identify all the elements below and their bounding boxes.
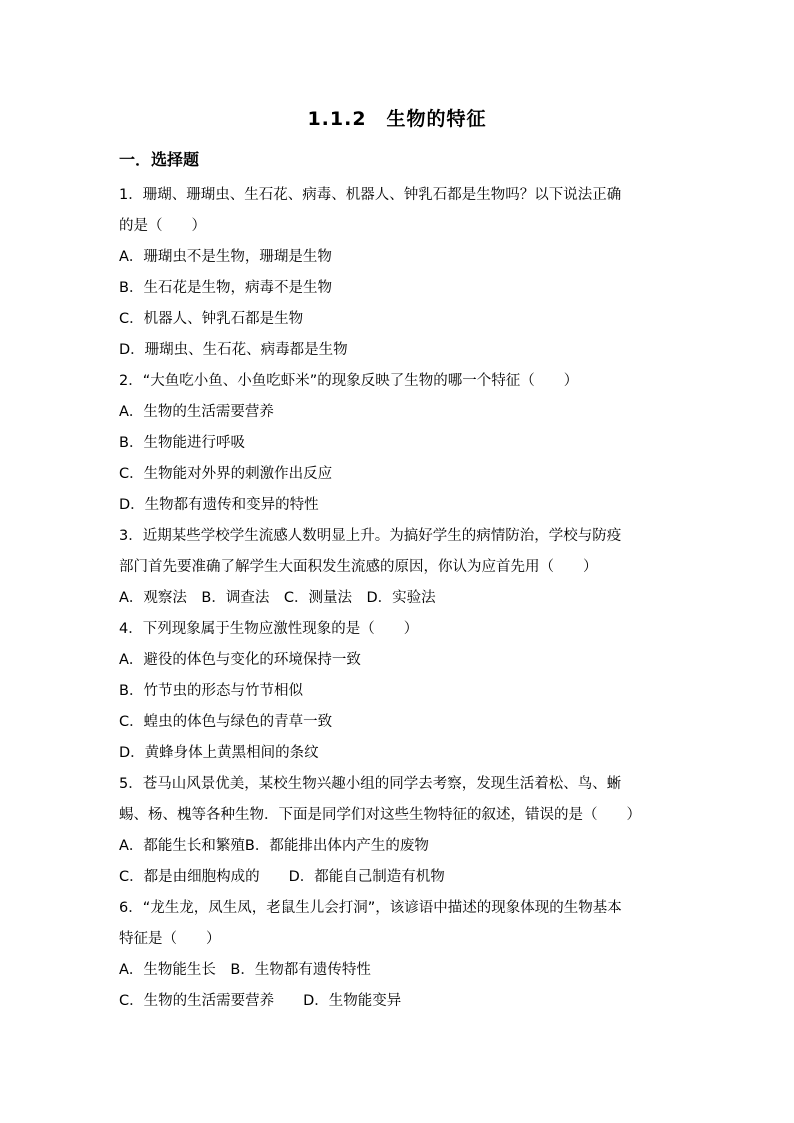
question-stem: 2．“大鱼吃小鱼、小鱼吃虾米”的现象反映了生物的哪一个特征（ ） [119, 373, 579, 389]
question-stem: 4．下列现象属于生物应激性现象的是（ ） [119, 621, 419, 637]
option-row: C．都是由细胞构成的 D．都能自己制造有机物 [119, 869, 445, 885]
option-d: D．黄蜂身体上黄黑相间的条纹 [119, 745, 319, 761]
option-b: B．竹节虫的形态与竹节相似 [119, 683, 303, 699]
question-stem: 特征是（ ） [119, 931, 221, 947]
question-5 [119, 769, 679, 893]
option-row: A．都能生长和繁殖B．都能排出体内产生的废物 [119, 838, 429, 854]
option-a: A．生物的生活需要营养 [119, 404, 274, 420]
page-title: 1.1.2 生物的特征 [307, 108, 487, 130]
option-b: B．生物能进行呼吸 [119, 435, 245, 451]
question-list [119, 180, 679, 1017]
question-stem: 的是（ ） [119, 218, 206, 234]
question-stem: 3．近期某些学校学生流感人数明显上升。为搞好学生的病情防治，学校与防疫 [119, 528, 622, 544]
question-stem: 部门首先要准确了解学生大面积发生流感的原因，你认为应首先用（ ） [119, 559, 598, 575]
option-a: A．避役的体色与变化的环境保持一致 [119, 652, 361, 668]
question-stem: 6．“龙生龙，凤生凤，老鼠生儿会打洞”，该谚语中描述的现象体现的生物基本 [119, 900, 622, 916]
question-stem: 1．珊瑚、珊瑚虫、生石花、病毒、机器人、钟乳石都是生物吗？以下说法正确 [119, 187, 622, 203]
option-row: A．观察法 B．调查法 C．测量法 D．实验法 [119, 590, 436, 606]
option-a: A．珊瑚虫不是生物，珊瑚是生物 [119, 249, 332, 265]
option-d: D．珊瑚虫、生石花、病毒都是生物 [119, 342, 348, 358]
question-1 [119, 180, 679, 366]
question-stem: 5．苍马山风景优美，某校生物兴趣小组的同学去考察，发现生活着松、鸟、蜥 [119, 776, 622, 792]
question-2 [119, 366, 679, 521]
option-b: B．生石花是生物，病毒不是生物 [119, 280, 332, 296]
question-3 [119, 521, 679, 614]
option-d: D．生物都有遗传和变异的特性 [119, 497, 319, 513]
section-heading: 一．选择题 [119, 150, 200, 169]
option-row: A．生物能生长 B．生物都有遗传特性 [119, 962, 371, 978]
option-row: C．生物的生活需要营养 D．生物能变异 [119, 993, 402, 1009]
question-4 [119, 614, 679, 769]
question-6 [119, 893, 679, 1017]
option-c: C．生物能对外界的刺激作出反应 [119, 466, 333, 482]
option-c: C．蝗虫的体色与绿色的青草一致 [119, 714, 333, 730]
question-stem: 蜴、杨、槐等各种生物．下面是同学们对这些生物特征的叙述，错误的是（ ） [119, 807, 641, 823]
option-c: C．机器人、钟乳石都是生物 [119, 311, 304, 327]
